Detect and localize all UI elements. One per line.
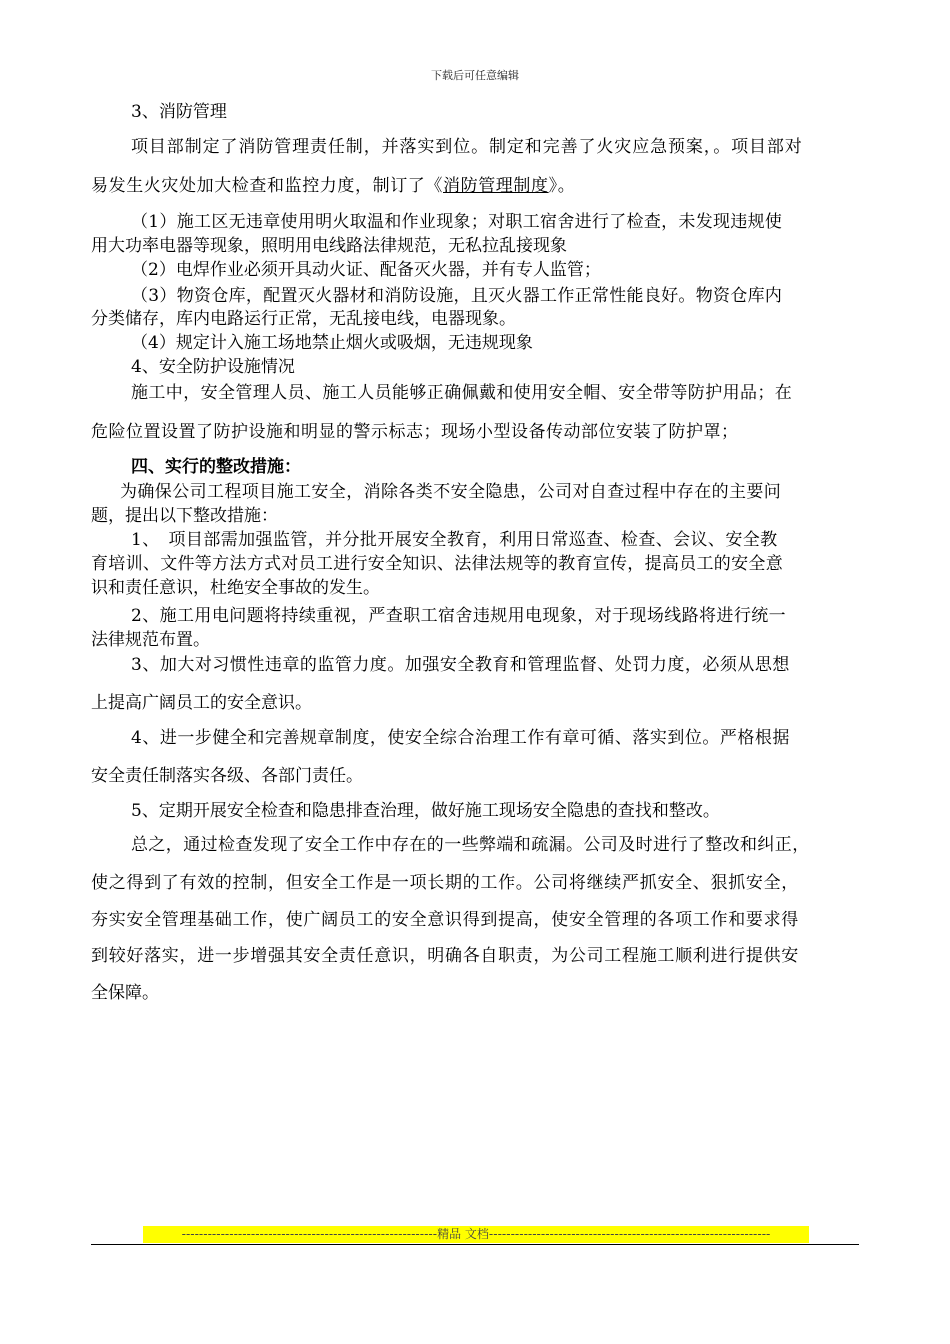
section-heading-fire: 3、消防管理: [131, 102, 227, 122]
paragraph-line: 用大功率电器等现象，照明用电线路法律规范，无私拉乱接现象: [91, 236, 567, 256]
paragraph-line: 总之，通过检查发现了安全工作中存在的一些弊端和疏漏。公司及时进行了整改和纠正，: [131, 835, 810, 855]
list-item: （2）电焊作业必须开具动火证、配备灭火器，并有专人监管；: [131, 260, 601, 280]
footer-label: 精品 文档: [437, 1227, 489, 1241]
list-item: 4、进一步健全和完善规章制度，使安全综合治理工作有章可循、落实到位。严格根据: [131, 728, 790, 748]
list-item: 2、施工用电问题将持续重视，严查职工宿舍违规用电现象，对于现场线路将进行统一: [131, 606, 787, 626]
paragraph-line: 育培训、文件等方法方式对员工进行安全知识、法律法规等的教育宣传，提高员工的安全意: [91, 554, 783, 574]
paragraph-line: 安全责任制落实各级、各部门责任。: [91, 766, 363, 786]
footer-rule: [91, 1244, 859, 1245]
list-item: 3、加大对习惯性违章的监管力度。加强安全教育和管理监督、处罚力度，必须从思想: [131, 655, 790, 675]
paragraph-line: 施工中，安全管理人员、施工人员能够正确佩戴和使用安全帽、安全带等防护用品；在: [131, 383, 793, 403]
list-item: （3）物资仓库，配置灭火器材和消防设施，且灭火器工作正常性能良好。物资仓库内: [131, 286, 783, 306]
header-note: 下载后可任意编辑: [431, 69, 519, 82]
list-item: （4）规定计入施工场地禁止烟火或吸烟，无违规现象: [131, 333, 533, 353]
paragraph-line: 法律规范布置。: [91, 630, 210, 650]
paragraph-line: 识和责任意识，杜绝安全事故的发生。: [91, 578, 380, 598]
paragraph-line: 易发生火灾处加大检查和监控力度，制订了《消防管理制度》。: [91, 176, 576, 196]
list-item: 5、定期开展安全检查和隐患排查治理，做好施工现场安全隐患的查找和整改。: [131, 801, 720, 821]
paragraph-line: 夯实安全管理基础工作，使广阔员工的安全意识得到提高，使安全管理的各项工作和要求得: [91, 910, 799, 930]
paragraph-line: 使之得到了有效的控制，但安全工作是一项长期的工作。公司将继续严抓安全、狠抓安全，: [91, 873, 799, 893]
list-item: 1、 项目部需加强监管，并分批开展安全教育，利用日常巡查、检查、会议、安全教: [131, 530, 778, 550]
section-heading-rectification: 四、实行的整改措施：: [131, 457, 301, 477]
paragraph-line: 到较好落实，进一步增强其安全责任意识，明确各自职责，为公司工程施工顺利进行提供安: [91, 946, 799, 966]
paragraph-line: 为确保公司工程项目施工安全，消除各类不安全隐患，公司对自查过程中存在的主要问: [120, 482, 782, 502]
paragraph-line: 全保障。: [91, 983, 159, 1003]
fire-rules-link-text: 消防管理制度: [443, 176, 549, 196]
footer-banner: -----------------------------------------------------------精品 文档-----------------------------------------------------------------: [143, 1226, 809, 1243]
paragraph-line: 题，提出以下整改措施：: [91, 506, 278, 526]
paragraph-line: 上提高广阔员工的安全意识。: [91, 693, 312, 713]
section-heading-protection: 4、安全防护设施情况: [131, 357, 295, 377]
paragraph-line: 危险位置设置了防护设施和明显的警示标志；现场小型设备传动部位安装了防护罩；: [91, 422, 739, 442]
list-item: （1）施工区无违章使用明火取温和作业现象；对职工宿舍进行了检查，未发现违规使: [131, 212, 783, 232]
paragraph-line: 项目部制定了消防管理责任制，并落实到位。制定和完善了火灾应急预案，。项目部对: [131, 137, 803, 157]
paragraph-line: 分类储存，库内电路运行正常，无乱接电线，电器现象。: [91, 309, 516, 329]
